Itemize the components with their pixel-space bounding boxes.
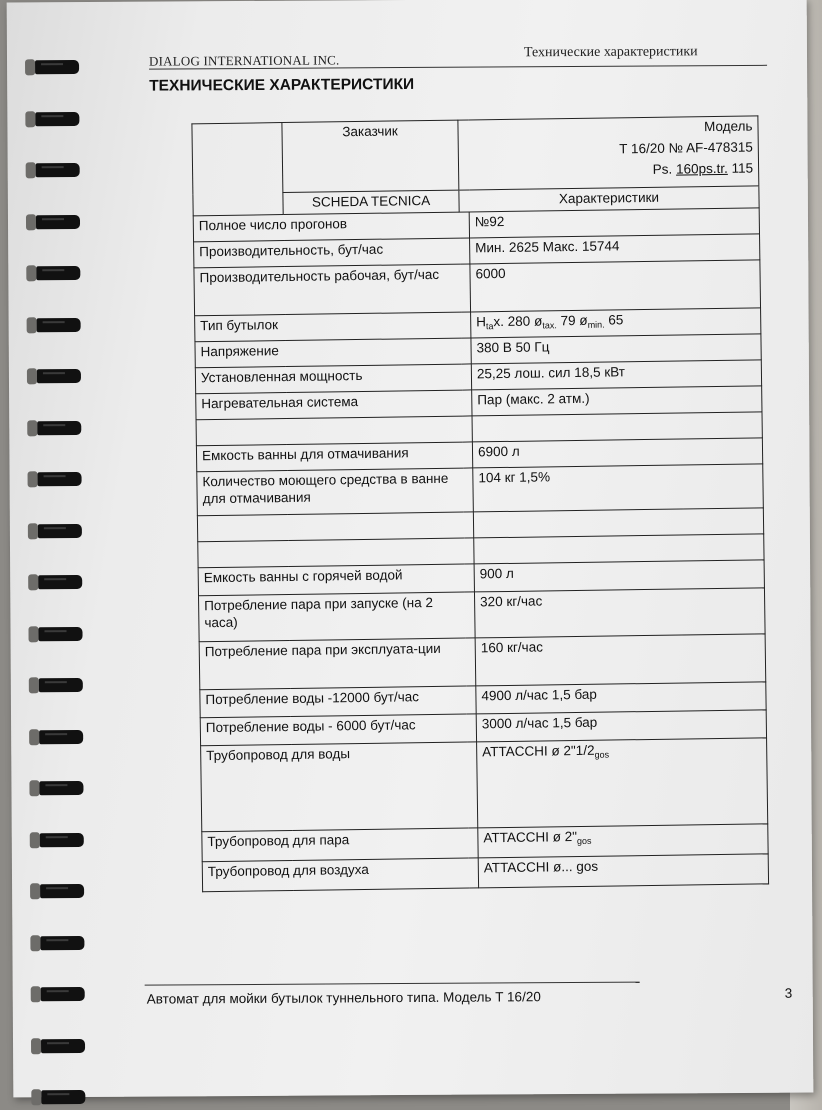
binding-hole <box>29 729 39 745</box>
row-value: 104 кг 1,5% <box>473 464 764 512</box>
ps-value: 115 <box>731 160 754 176</box>
binding-ring <box>37 421 81 435</box>
row-label: Полное число прогонов <box>193 212 469 242</box>
binding-hole <box>28 471 38 487</box>
binding-hole <box>31 986 41 1002</box>
row-value: Мин. 2625 Макс. 15744 <box>470 234 760 264</box>
binding-hole <box>28 574 38 590</box>
binding-hole <box>28 626 38 642</box>
table-row <box>199 588 766 642</box>
row-value: 25,25 лош. сил 18,5 кВт <box>471 360 761 390</box>
row-label: Потребление воды -12000 бут/час <box>200 686 476 718</box>
water-pipe-value: ATTACCHI ø $2"1/2_{gos}$ <box>477 738 768 828</box>
steam-pipe-value: ATTACCHI ø $2"_{gos}$ <box>478 824 768 858</box>
binding-ring <box>36 215 80 229</box>
binding-hole <box>31 1089 41 1105</box>
binding-ring <box>40 884 84 898</box>
section-header: Технические характеристики <box>523 44 698 61</box>
scheda-label: SCHEDA TECNICA <box>283 190 459 214</box>
page-title: ТЕХНИЧЕСКИЕ ХАРАКТЕРИСТИКИ <box>149 75 415 95</box>
binding-ring <box>38 472 82 486</box>
row-label: Производительность рабочая, бут/час <box>194 264 471 316</box>
row-value <box>473 508 763 538</box>
row-label: Емкость ванны с горячей водой <box>198 564 474 596</box>
binding-hole <box>27 420 37 436</box>
bottle-type-value: $H_{ta}x$. 280 $ø_{tax.}$ 79 $ø_{min.}$ 65 <box>471 308 761 338</box>
binding-ring <box>40 832 84 846</box>
row-value <box>474 534 764 564</box>
binding-ring <box>41 987 85 1001</box>
air-pipe-value: ATTACCHI ø... gos <box>478 854 768 888</box>
model-label: Модель <box>703 118 753 135</box>
binding-hole <box>30 935 40 951</box>
row-label: Потребление воды - 6000 бут/час <box>200 714 476 746</box>
row-label <box>197 512 473 542</box>
row-value: №92 <box>469 208 759 238</box>
row-label: Количество моющего средства в ванне для отмачивания <box>197 468 474 516</box>
row-value <box>472 412 762 442</box>
binding-ring <box>38 524 82 538</box>
row-label: Емкость ванны для отмачивания <box>196 442 472 472</box>
binding-hole <box>29 677 39 693</box>
row-label: Нагревательная система <box>196 390 472 420</box>
row-label <box>196 416 472 446</box>
model-ps <box>464 160 753 181</box>
row-label: Потребление пара при запуске (на 2 часа) <box>199 592 476 642</box>
binding-hole <box>27 368 37 384</box>
binding-ring <box>36 266 80 280</box>
table-row <box>194 260 761 316</box>
row-value: 6000 <box>470 260 761 312</box>
row-label: Трубопровод для воздуха <box>202 858 478 892</box>
binding-hole <box>28 523 38 539</box>
binding-ring <box>39 730 83 744</box>
binding-ring <box>37 318 81 332</box>
row-label: Производительность, бут/час <box>194 238 470 268</box>
row-label <box>198 538 474 568</box>
row-label: Трубопровод для воды <box>201 742 478 832</box>
row-value: 160 кг/час <box>475 634 766 686</box>
document-page <box>7 0 814 1097</box>
table-row <box>199 634 766 690</box>
binding-hole <box>29 780 39 796</box>
row-value: 900 л <box>474 560 764 592</box>
binding-ring <box>38 575 82 589</box>
binding-ring <box>36 163 80 177</box>
blank-header-cell <box>192 123 283 216</box>
binding-ring <box>35 112 79 126</box>
binding-ring <box>39 678 83 692</box>
binding-hole <box>26 162 36 178</box>
binding-hole <box>26 265 36 281</box>
spiral-binding <box>7 2 74 1102</box>
row-label: Тип бутылок <box>195 312 471 342</box>
binding-ring <box>39 781 83 795</box>
binding-hole <box>30 832 40 848</box>
row-value: Пар (макс. 2 атм.) <box>472 386 762 416</box>
binding-hole <box>27 317 37 333</box>
binding-ring <box>38 627 82 641</box>
company-name: DIALOG INTERNATIONAL INC. <box>148 52 340 69</box>
row-label: Потребление пара при эксплуата-ции <box>199 638 476 690</box>
footer-rule <box>145 982 640 986</box>
binding-hole <box>26 214 36 230</box>
row-value: 380 В 50 Гц <box>471 334 761 364</box>
row-label: Трубопровод для пара <box>202 828 478 862</box>
binding-hole <box>25 111 35 127</box>
model-cell <box>458 116 759 190</box>
row-label: Напряжение <box>195 338 471 368</box>
footer-caption: Автомат для мойки бутылок туннельного типа. Модель T 16/20 <box>146 989 541 1007</box>
model-number: T 16/20 № AF-478315 <box>619 139 753 157</box>
ps-prefix: Ps. <box>652 161 673 177</box>
page-number: 3 <box>784 985 793 1001</box>
row-value: 4900 л/час 1,5 бар <box>476 682 766 714</box>
row-value: 320 кг/час <box>474 588 765 638</box>
binding-hole <box>25 59 35 75</box>
binding-ring <box>40 935 84 949</box>
binding-hole <box>31 1038 41 1054</box>
specification-table <box>191 115 769 892</box>
binding-ring <box>35 60 79 74</box>
row-label: Установленная мощность <box>195 364 471 394</box>
table-row <box>201 738 768 832</box>
characteristics-label: Характеристики <box>459 186 759 212</box>
row-value: 6900 л <box>472 438 762 468</box>
binding-ring <box>41 1090 85 1104</box>
row-value: 3000 л/час 1,5 бар <box>476 710 766 742</box>
binding-ring <box>41 1038 85 1052</box>
binding-hole <box>30 883 40 899</box>
ps-underlined: 160ps.tr. <box>675 160 728 177</box>
table-row <box>197 464 764 516</box>
binding-ring <box>37 369 81 383</box>
customer-label: Заказчик <box>282 120 459 192</box>
